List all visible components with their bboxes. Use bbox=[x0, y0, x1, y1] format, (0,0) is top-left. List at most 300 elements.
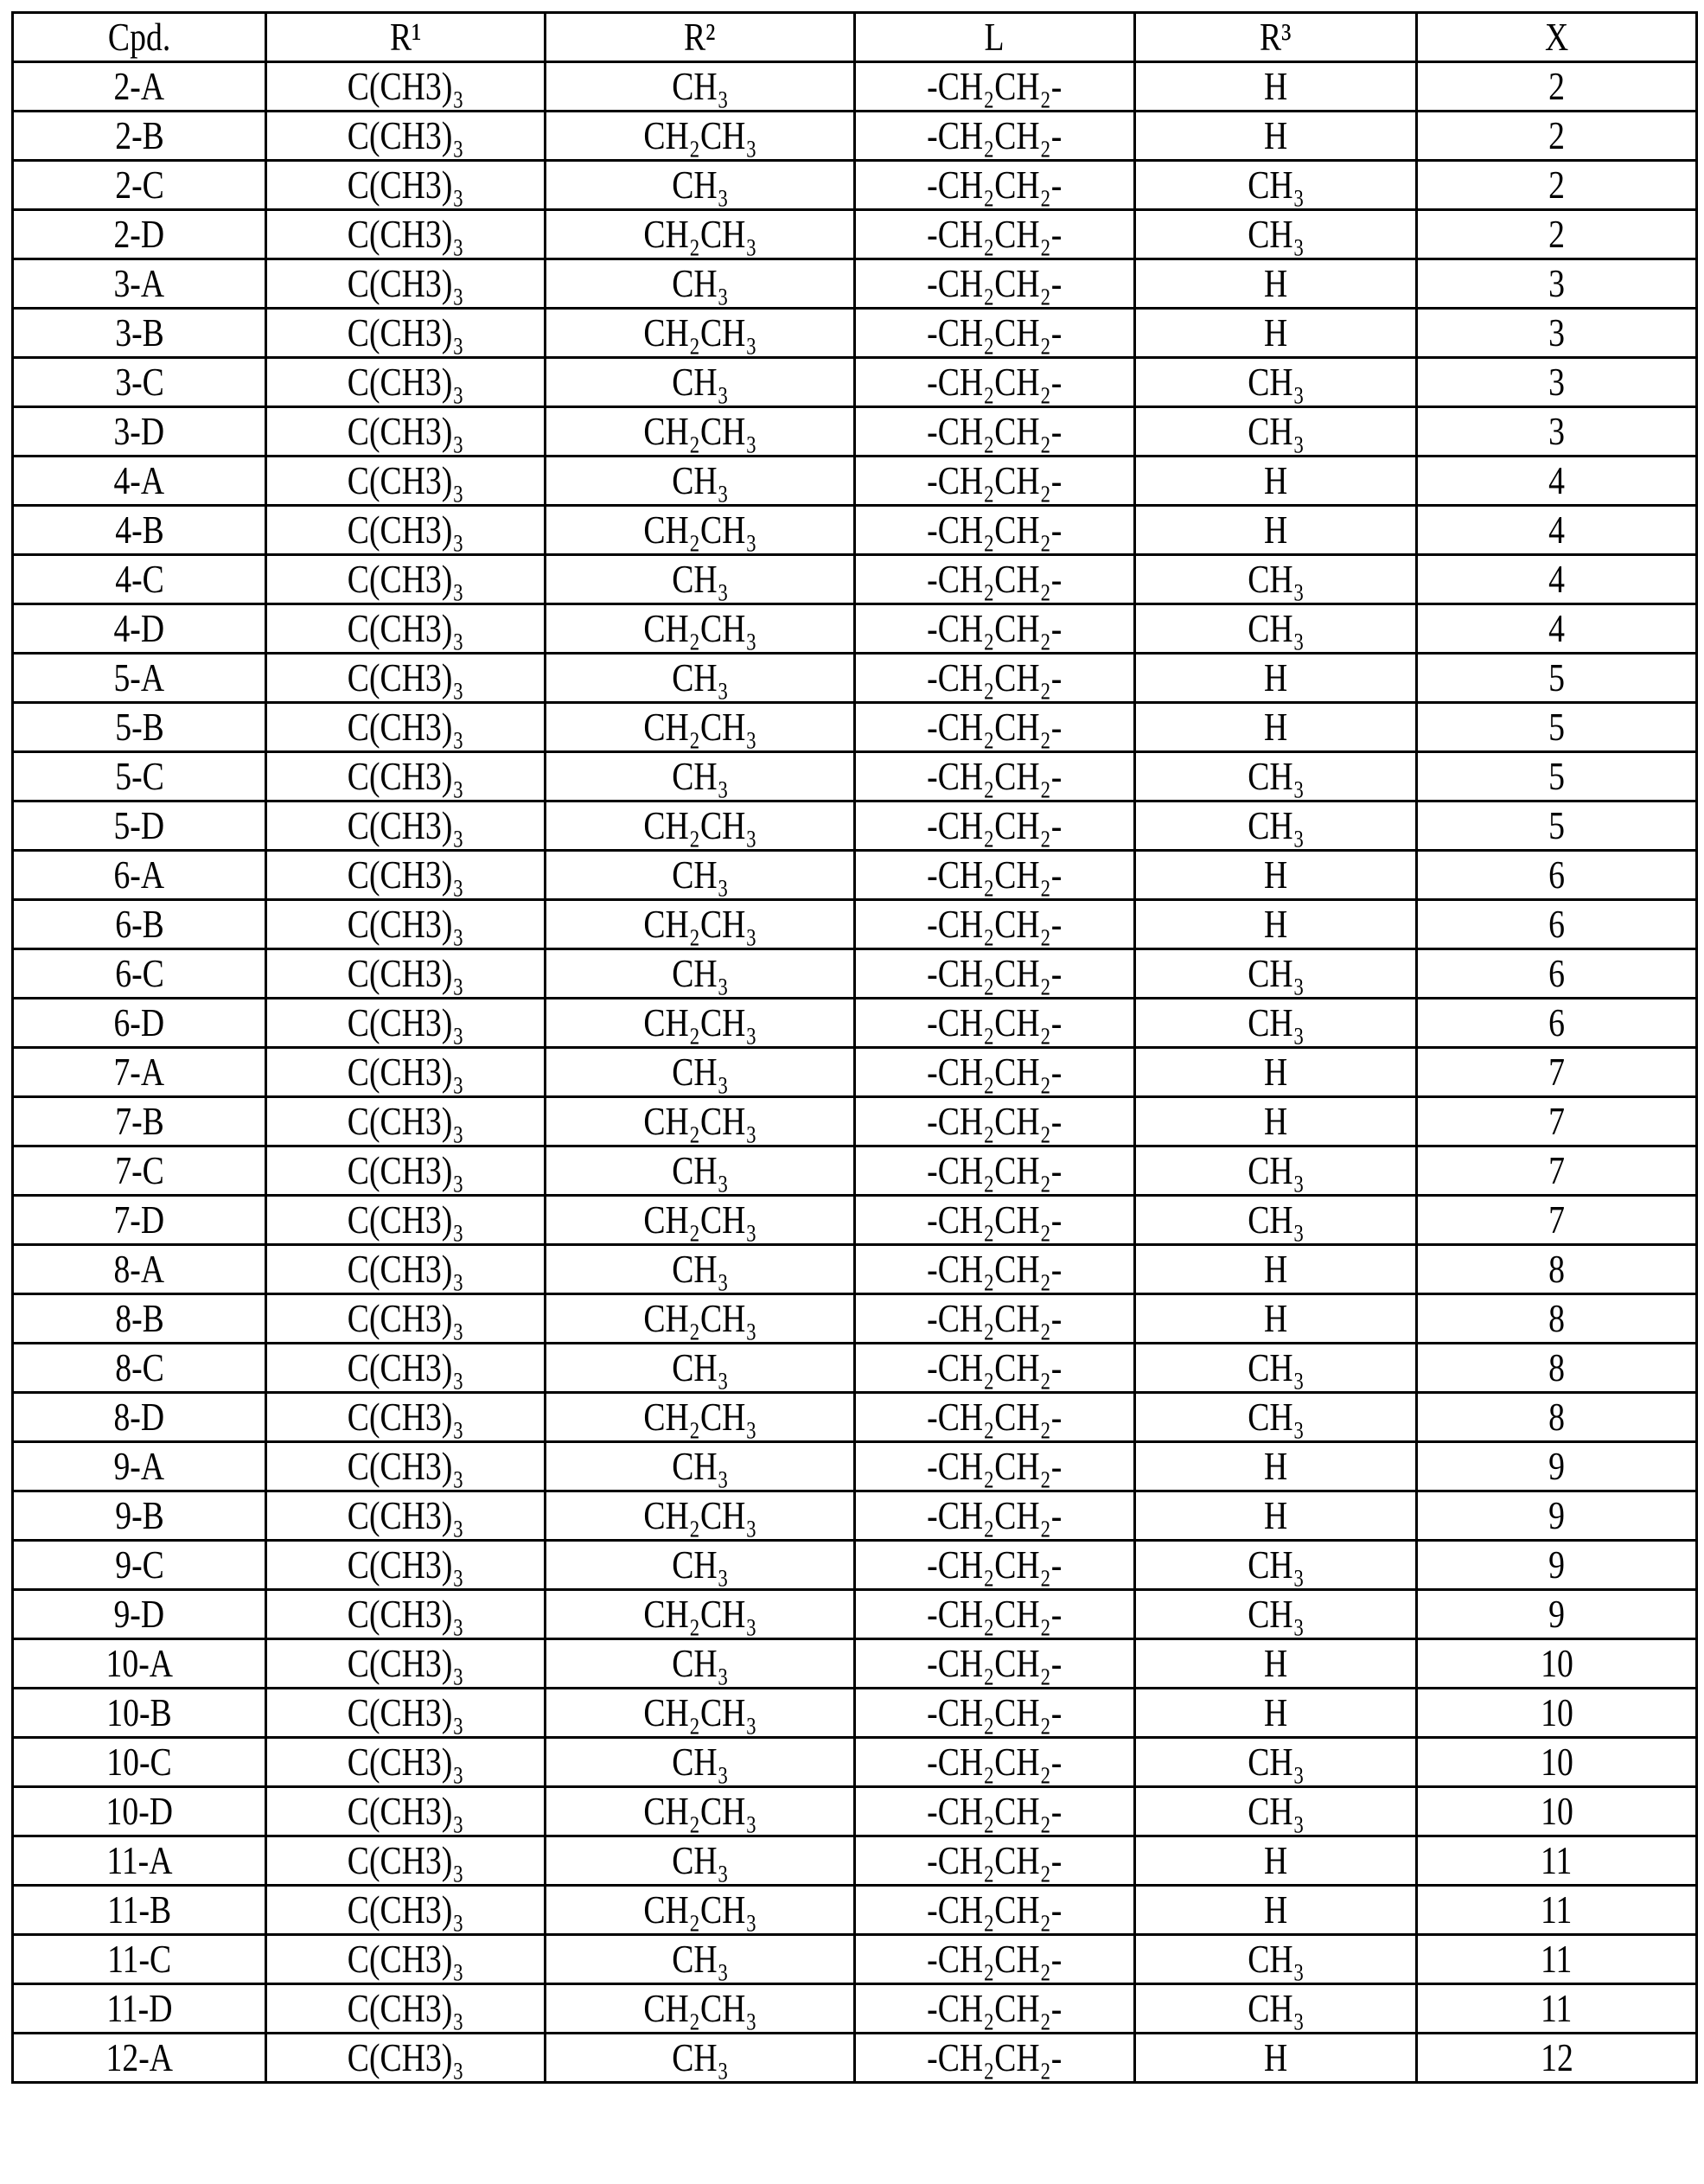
cell-text: C(CH3)₃ bbox=[348, 162, 464, 208]
cell-text: C(CH3)₃ bbox=[348, 408, 464, 455]
cell-text: -CH₂CH₂- bbox=[927, 457, 1062, 504]
cell-r2 bbox=[546, 1146, 855, 1196]
cell-r3 bbox=[1135, 1984, 1417, 2034]
cell-r2 bbox=[546, 259, 855, 309]
cell-l bbox=[855, 161, 1135, 210]
cell-text: C(CH3)₃ bbox=[348, 1591, 464, 1638]
cell-text: 2 bbox=[1548, 162, 1565, 208]
cell-text: CH₃ bbox=[1248, 1936, 1305, 1983]
cell-text: 5-C bbox=[115, 753, 164, 800]
table-row bbox=[13, 1442, 1697, 1491]
cell-text: C(CH3)₃ bbox=[348, 1985, 464, 2032]
cell-text: 5-B bbox=[115, 704, 164, 750]
cell-text: CH₃ bbox=[672, 1147, 729, 1194]
table-row bbox=[13, 161, 1697, 210]
cell-l bbox=[855, 851, 1135, 900]
cell-r2 bbox=[546, 1294, 855, 1344]
cell-l bbox=[855, 1886, 1135, 1935]
cell-text: 2 bbox=[1548, 211, 1565, 258]
cell-text: H bbox=[1264, 1295, 1287, 1342]
header-r2: R² bbox=[546, 13, 855, 62]
table-row bbox=[13, 2034, 1697, 2083]
cell-r2 bbox=[546, 703, 855, 752]
header-row bbox=[13, 13, 1697, 62]
table-row bbox=[13, 1639, 1697, 1689]
cell-text: -CH₂CH₂- bbox=[927, 162, 1062, 208]
cell-r3 bbox=[1135, 1393, 1417, 1442]
cell-text: H bbox=[1264, 852, 1287, 898]
cell-text: -CH₂CH₂- bbox=[927, 1246, 1062, 1293]
cell-r1 bbox=[266, 1738, 546, 1787]
cell-x bbox=[1417, 1048, 1697, 1097]
cell-cpd bbox=[13, 900, 266, 949]
cell-text: 12-A bbox=[105, 2034, 173, 2081]
table-row bbox=[13, 752, 1697, 801]
cell-text: 8 bbox=[1548, 1394, 1565, 1440]
cell-r3 bbox=[1135, 358, 1417, 407]
cell-x bbox=[1417, 407, 1697, 457]
cell-r3 bbox=[1135, 506, 1417, 555]
cell-r3 bbox=[1135, 801, 1417, 851]
cell-l bbox=[855, 1393, 1135, 1442]
cell-text: 11-C bbox=[107, 1936, 171, 1983]
cell-text: -CH₂CH₂- bbox=[927, 1887, 1062, 1933]
cell-text: C(CH3)₃ bbox=[348, 802, 464, 849]
cell-text: CH₃ bbox=[672, 655, 729, 701]
cell-x bbox=[1417, 703, 1697, 752]
cell-text: C(CH3)₃ bbox=[348, 1739, 464, 1785]
cell-text: CH₃ bbox=[672, 1344, 729, 1391]
cell-r3 bbox=[1135, 604, 1417, 654]
cell-r3 bbox=[1135, 457, 1417, 506]
cell-text: CH₂CH₃ bbox=[643, 1197, 756, 1243]
cell-cpd bbox=[13, 259, 266, 309]
cell-x bbox=[1417, 1689, 1697, 1738]
cell-text: 2 bbox=[1548, 63, 1565, 110]
cell-text: H bbox=[1264, 1887, 1287, 1933]
cell-text: C(CH3)₃ bbox=[348, 852, 464, 898]
cell-text: H bbox=[1264, 1098, 1287, 1145]
cell-text: CH₃ bbox=[672, 457, 729, 504]
cell-l bbox=[855, 358, 1135, 407]
cell-x bbox=[1417, 555, 1697, 604]
cell-r3 bbox=[1135, 1886, 1417, 1935]
table-row bbox=[13, 1984, 1697, 2034]
cell-text: C(CH3)₃ bbox=[348, 1197, 464, 1243]
cell-r1 bbox=[266, 1689, 546, 1738]
cell-cpd bbox=[13, 62, 266, 112]
cell-l bbox=[855, 1590, 1135, 1639]
cell-text: 7-C bbox=[115, 1147, 164, 1194]
cell-text: C(CH3)₃ bbox=[348, 704, 464, 750]
cell-l bbox=[855, 1245, 1135, 1294]
cell-r2 bbox=[546, 161, 855, 210]
cell-text: C(CH3)₃ bbox=[348, 556, 464, 603]
cell-text: CH₃ bbox=[1248, 950, 1305, 997]
cell-text: CH₃ bbox=[672, 852, 729, 898]
table-row bbox=[13, 555, 1697, 604]
cell-r1 bbox=[266, 949, 546, 999]
cell-l bbox=[855, 1836, 1135, 1886]
cell-r2 bbox=[546, 1689, 855, 1738]
cell-r1 bbox=[266, 506, 546, 555]
cell-text: -CH₂CH₂- bbox=[927, 1344, 1062, 1391]
cell-x bbox=[1417, 1146, 1697, 1196]
cell-cpd bbox=[13, 1639, 266, 1689]
cell-text: CH₃ bbox=[1248, 999, 1305, 1046]
cell-text: -CH₂CH₂- bbox=[927, 999, 1062, 1046]
cell-x bbox=[1417, 506, 1697, 555]
cell-x bbox=[1417, 1836, 1697, 1886]
cell-cpd bbox=[13, 1393, 266, 1442]
table-row bbox=[13, 1294, 1697, 1344]
cell-text: CH₃ bbox=[1248, 162, 1305, 208]
cell-text: CH₃ bbox=[1248, 753, 1305, 800]
cell-text: -CH₂CH₂- bbox=[927, 1936, 1062, 1983]
cell-text: 9-C bbox=[115, 1542, 164, 1588]
cell-text: C(CH3)₃ bbox=[348, 1394, 464, 1440]
cell-text: 11-D bbox=[106, 1985, 172, 2032]
cell-r1 bbox=[266, 999, 546, 1048]
cell-r3 bbox=[1135, 1097, 1417, 1146]
cell-text: -CH₂CH₂- bbox=[927, 950, 1062, 997]
cell-text: 6-D bbox=[114, 999, 165, 1046]
cell-r3 bbox=[1135, 1245, 1417, 1294]
table-row bbox=[13, 1886, 1697, 1935]
cell-text: CH₂CH₃ bbox=[643, 1394, 756, 1440]
cell-l bbox=[855, 1048, 1135, 1097]
cell-text: C(CH3)₃ bbox=[348, 1887, 464, 1933]
cell-x bbox=[1417, 1442, 1697, 1491]
cell-r1 bbox=[266, 1196, 546, 1245]
header-r1: R¹ bbox=[266, 13, 546, 62]
table-row bbox=[13, 801, 1697, 851]
cell-cpd bbox=[13, 457, 266, 506]
cell-text: -CH₂CH₂- bbox=[927, 1147, 1062, 1194]
cell-x bbox=[1417, 358, 1697, 407]
table-row bbox=[13, 309, 1697, 358]
cell-l bbox=[855, 407, 1135, 457]
cell-text: CH₃ bbox=[1248, 1985, 1305, 2032]
cell-cpd bbox=[13, 1836, 266, 1886]
cell-text: C(CH3)₃ bbox=[348, 753, 464, 800]
cell-r1 bbox=[266, 112, 546, 161]
cell-x bbox=[1417, 62, 1697, 112]
compound-table bbox=[11, 11, 1698, 2084]
cell-text: C(CH3)₃ bbox=[348, 1246, 464, 1293]
cell-text: H bbox=[1264, 2034, 1287, 2081]
cell-r1 bbox=[266, 1344, 546, 1393]
cell-l bbox=[855, 1196, 1135, 1245]
cell-x bbox=[1417, 654, 1697, 703]
cell-l bbox=[855, 999, 1135, 1048]
cell-text: -CH₂CH₂- bbox=[927, 112, 1062, 159]
cell-r2 bbox=[546, 1541, 855, 1590]
cell-x bbox=[1417, 1097, 1697, 1146]
cell-cpd bbox=[13, 1738, 266, 1787]
cell-text: C(CH3)₃ bbox=[348, 605, 464, 652]
cell-l bbox=[855, 1294, 1135, 1344]
cell-r1 bbox=[266, 309, 546, 358]
cell-r3 bbox=[1135, 1590, 1417, 1639]
cell-r3 bbox=[1135, 1146, 1417, 1196]
cell-r1 bbox=[266, 801, 546, 851]
cell-text: CH₃ bbox=[1248, 1542, 1305, 1588]
table-row bbox=[13, 62, 1697, 112]
cell-r1 bbox=[266, 2034, 546, 2083]
cell-cpd bbox=[13, 2034, 266, 2083]
cell-r1 bbox=[266, 1787, 546, 1836]
cell-x bbox=[1417, 1590, 1697, 1639]
cell-text: -CH₂CH₂- bbox=[927, 1640, 1062, 1687]
cell-r1 bbox=[266, 358, 546, 407]
cell-x bbox=[1417, 210, 1697, 259]
cell-l bbox=[855, 112, 1135, 161]
cell-r3 bbox=[1135, 703, 1417, 752]
cell-text: 8 bbox=[1548, 1246, 1565, 1293]
cell-text: 6-B bbox=[115, 901, 164, 948]
cell-text: CH₃ bbox=[672, 1739, 729, 1785]
cell-r2 bbox=[546, 1196, 855, 1245]
cell-text: CH₂CH₃ bbox=[643, 1788, 756, 1835]
table-row bbox=[13, 949, 1697, 999]
cell-text: CH₃ bbox=[1248, 1147, 1305, 1194]
cell-text: -CH₂CH₂- bbox=[927, 704, 1062, 750]
cell-text: 5 bbox=[1548, 753, 1565, 800]
cell-text: 7 bbox=[1548, 1098, 1565, 1145]
cell-text: CH₃ bbox=[672, 556, 729, 603]
cell-r3 bbox=[1135, 1541, 1417, 1590]
cell-l bbox=[855, 1935, 1135, 1984]
cell-cpd bbox=[13, 999, 266, 1048]
cell-text: C(CH3)₃ bbox=[348, 1098, 464, 1145]
cell-text: 6 bbox=[1548, 999, 1565, 1046]
cell-text: C(CH3)₃ bbox=[348, 63, 464, 110]
cell-text: 3-B bbox=[115, 310, 164, 356]
table-row bbox=[13, 1344, 1697, 1393]
cell-cpd bbox=[13, 801, 266, 851]
cell-text: H bbox=[1264, 1837, 1287, 1884]
cell-r2 bbox=[546, 555, 855, 604]
table-row bbox=[13, 112, 1697, 161]
cell-l bbox=[855, 1491, 1135, 1541]
cell-text: CH₃ bbox=[672, 1837, 729, 1884]
cell-text: CH₂CH₃ bbox=[643, 605, 756, 652]
cell-text: C(CH3)₃ bbox=[348, 1837, 464, 1884]
cell-text: 4-B bbox=[115, 507, 164, 553]
cell-r1 bbox=[266, 1393, 546, 1442]
cell-text: -CH₂CH₂- bbox=[927, 1443, 1062, 1490]
cell-text: 9 bbox=[1548, 1443, 1565, 1490]
cell-r2 bbox=[546, 1639, 855, 1689]
cell-text: -CH₂CH₂- bbox=[927, 1295, 1062, 1342]
cell-text: C(CH3)₃ bbox=[348, 1443, 464, 1490]
cell-text: CH₃ bbox=[1248, 1591, 1305, 1638]
cell-x bbox=[1417, 1935, 1697, 1984]
cell-text: -CH₂CH₂- bbox=[927, 260, 1062, 307]
cell-r2 bbox=[546, 654, 855, 703]
cell-l bbox=[855, 949, 1135, 999]
cell-r2 bbox=[546, 1491, 855, 1541]
cell-text: 7 bbox=[1548, 1147, 1565, 1194]
cell-cpd bbox=[13, 1689, 266, 1738]
cell-cpd bbox=[13, 1196, 266, 1245]
cell-r3 bbox=[1135, 555, 1417, 604]
table-row bbox=[13, 604, 1697, 654]
cell-x bbox=[1417, 1787, 1697, 1836]
cell-r3 bbox=[1135, 1294, 1417, 1344]
cell-text: CH₂CH₃ bbox=[643, 1295, 756, 1342]
table-row bbox=[13, 1738, 1697, 1787]
cell-text: 3-D bbox=[114, 408, 165, 455]
cell-text: CH₃ bbox=[672, 1542, 729, 1588]
cell-r3 bbox=[1135, 851, 1417, 900]
cell-r2 bbox=[546, 1393, 855, 1442]
cell-text: 3-A bbox=[114, 260, 165, 307]
cell-text: 9 bbox=[1548, 1492, 1565, 1539]
header-r3: R³ bbox=[1135, 13, 1417, 62]
cell-r2 bbox=[546, 1590, 855, 1639]
cell-text: -CH₂CH₂- bbox=[927, 408, 1062, 455]
cell-text: 9-A bbox=[114, 1443, 165, 1490]
cell-r1 bbox=[266, 1541, 546, 1590]
cell-text: CH₃ bbox=[1248, 1739, 1305, 1785]
cell-r2 bbox=[546, 2034, 855, 2083]
cell-text: 8 bbox=[1548, 1295, 1565, 1342]
cell-r3 bbox=[1135, 1442, 1417, 1491]
cell-r1 bbox=[266, 210, 546, 259]
cell-text: CH₂CH₃ bbox=[643, 1887, 756, 1933]
cell-r2 bbox=[546, 851, 855, 900]
cell-text: -CH₂CH₂- bbox=[927, 1098, 1062, 1145]
cell-text: -CH₂CH₂- bbox=[927, 1985, 1062, 2032]
cell-r2 bbox=[546, 210, 855, 259]
cell-x bbox=[1417, 851, 1697, 900]
cell-r2 bbox=[546, 457, 855, 506]
cell-text: -CH₂CH₂- bbox=[927, 211, 1062, 258]
cell-text: H bbox=[1264, 310, 1287, 356]
cell-text: -CH₂CH₂- bbox=[927, 1739, 1062, 1785]
cell-x bbox=[1417, 949, 1697, 999]
cell-x bbox=[1417, 604, 1697, 654]
cell-text: -CH₂CH₂- bbox=[927, 802, 1062, 849]
cell-text: 3-C bbox=[115, 359, 164, 406]
cell-l bbox=[855, 1344, 1135, 1393]
cell-r1 bbox=[266, 1984, 546, 2034]
cell-text: CH₃ bbox=[1248, 556, 1305, 603]
cell-cpd bbox=[13, 1886, 266, 1935]
cell-text: CH₃ bbox=[1248, 605, 1305, 652]
table-row bbox=[13, 1146, 1697, 1196]
cell-text: 9-D bbox=[114, 1591, 165, 1638]
cell-r1 bbox=[266, 703, 546, 752]
cell-text: CH₃ bbox=[672, 1640, 729, 1687]
cell-text: 5-D bbox=[114, 802, 165, 849]
table-row bbox=[13, 1689, 1697, 1738]
cell-text: CH₂CH₃ bbox=[643, 112, 756, 159]
cell-x bbox=[1417, 2034, 1697, 2083]
cell-text: 11 bbox=[1541, 1887, 1572, 1933]
cell-text: CH₃ bbox=[1248, 211, 1305, 258]
cell-text: 4 bbox=[1548, 605, 1565, 652]
cell-cpd bbox=[13, 407, 266, 457]
cell-cpd bbox=[13, 161, 266, 210]
cell-text: H bbox=[1264, 112, 1287, 159]
cell-text: -CH₂CH₂- bbox=[927, 753, 1062, 800]
cell-text: 11-A bbox=[106, 1837, 172, 1884]
cell-text: 2-C bbox=[115, 162, 164, 208]
cell-cpd bbox=[13, 851, 266, 900]
cell-x bbox=[1417, 1541, 1697, 1590]
cell-r1 bbox=[266, 654, 546, 703]
cell-r2 bbox=[546, 752, 855, 801]
cell-text: -CH₂CH₂- bbox=[927, 1837, 1062, 1884]
cell-text: -CH₂CH₂- bbox=[927, 1591, 1062, 1638]
cell-x bbox=[1417, 161, 1697, 210]
cell-text: 5-A bbox=[114, 655, 165, 701]
table-row bbox=[13, 1097, 1697, 1146]
cell-r1 bbox=[266, 161, 546, 210]
cell-cpd bbox=[13, 210, 266, 259]
cell-text: CH₃ bbox=[672, 1246, 729, 1293]
cell-text: 10 bbox=[1541, 1788, 1573, 1835]
cell-x bbox=[1417, 1344, 1697, 1393]
cell-text: 2-D bbox=[114, 211, 165, 258]
cell-text: CH₂CH₃ bbox=[643, 310, 756, 356]
cell-r1 bbox=[266, 1491, 546, 1541]
cell-text: -CH₂CH₂- bbox=[927, 2034, 1062, 2081]
cell-x bbox=[1417, 1738, 1697, 1787]
table-row bbox=[13, 1935, 1697, 1984]
cell-cpd bbox=[13, 1787, 266, 1836]
cell-l bbox=[855, 259, 1135, 309]
cell-r2 bbox=[546, 407, 855, 457]
cell-text: 8 bbox=[1548, 1344, 1565, 1391]
cell-cpd bbox=[13, 1984, 266, 2034]
cell-r2 bbox=[546, 1984, 855, 2034]
cell-r1 bbox=[266, 604, 546, 654]
cell-text: 6 bbox=[1548, 901, 1565, 948]
cell-text: H bbox=[1264, 1492, 1287, 1539]
cell-l bbox=[855, 703, 1135, 752]
cell-text: C(CH3)₃ bbox=[348, 1640, 464, 1687]
cell-cpd bbox=[13, 1590, 266, 1639]
cell-r2 bbox=[546, 801, 855, 851]
cell-r1 bbox=[266, 1935, 546, 1984]
cell-r3 bbox=[1135, 259, 1417, 309]
cell-text: CH₂CH₃ bbox=[643, 1591, 756, 1638]
cell-text: H bbox=[1264, 1443, 1287, 1490]
table-row bbox=[13, 1393, 1697, 1442]
table-row bbox=[13, 259, 1697, 309]
cell-text: C(CH3)₃ bbox=[348, 2034, 464, 2081]
cell-l bbox=[855, 309, 1135, 358]
cell-x bbox=[1417, 309, 1697, 358]
table-row bbox=[13, 1048, 1697, 1097]
cell-r3 bbox=[1135, 1935, 1417, 1984]
cell-text: C(CH3)₃ bbox=[348, 999, 464, 1046]
cell-l bbox=[855, 1787, 1135, 1836]
cell-text: 11 bbox=[1541, 1985, 1572, 2032]
cell-r3 bbox=[1135, 1344, 1417, 1393]
cell-r1 bbox=[266, 1146, 546, 1196]
cell-text: 7-A bbox=[114, 1049, 165, 1095]
cell-l bbox=[855, 752, 1135, 801]
cell-cpd bbox=[13, 1442, 266, 1491]
cell-r3 bbox=[1135, 161, 1417, 210]
cell-text: C(CH3)₃ bbox=[348, 1295, 464, 1342]
cell-text: -CH₂CH₂- bbox=[927, 63, 1062, 110]
